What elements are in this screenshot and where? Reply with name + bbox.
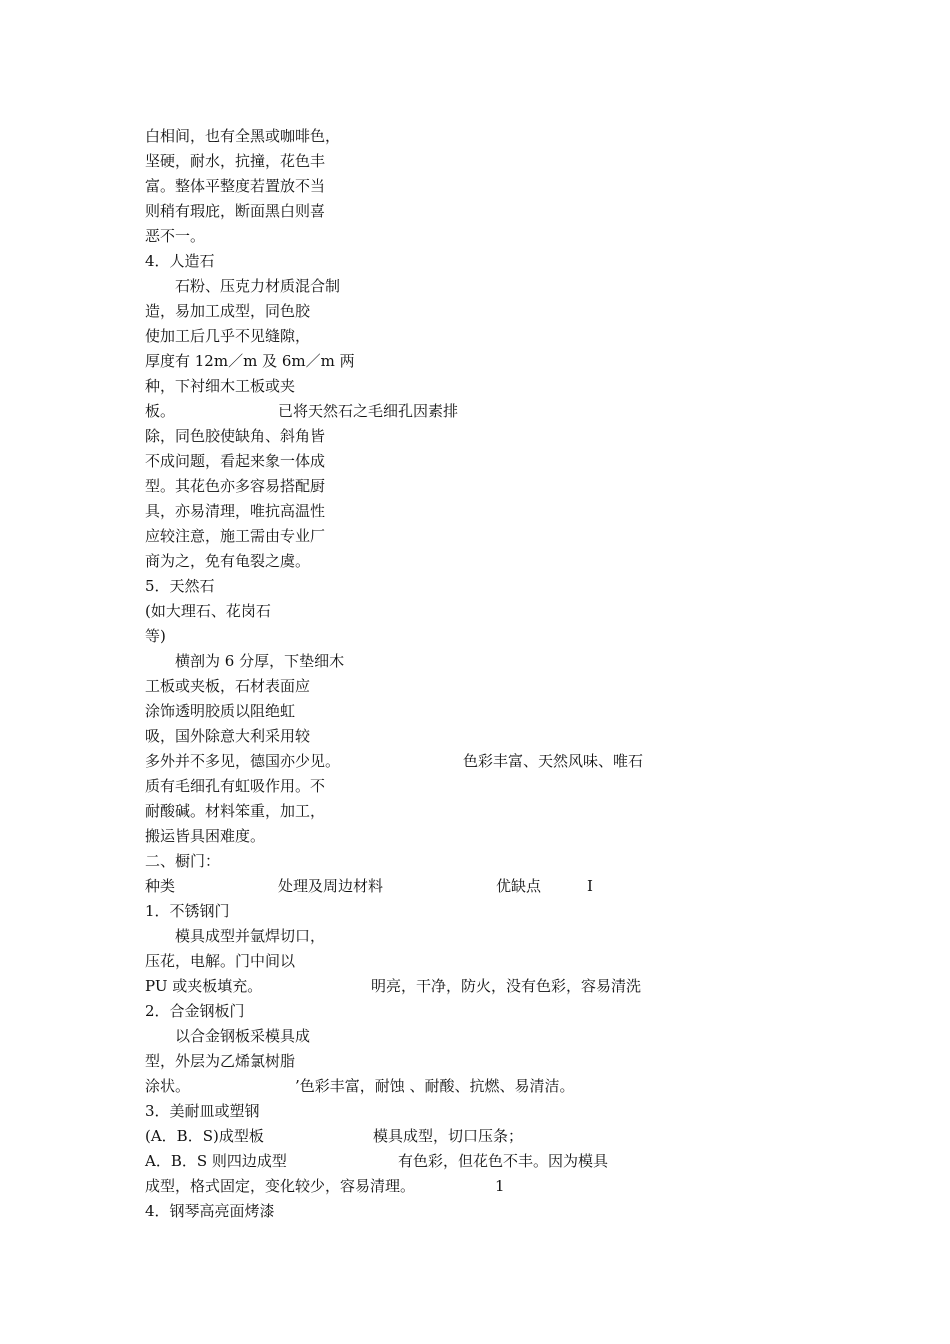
text-line: 商为之，免有龟裂之虞。 (145, 552, 311, 570)
text-line: 吸，国外除意大利采用较 (145, 727, 311, 745)
text-line: 等) (145, 627, 166, 645)
section-heading: 1．不锈钢门 (145, 902, 230, 920)
text-segment: 涂状。 (145, 1077, 191, 1095)
text-segment: 1 (495, 1177, 505, 1195)
text-segment: 明亮，干净，防火，没有色彩，容易清洗 (371, 977, 642, 995)
text-line (145, 1124, 845, 1149)
text-segment: A．B．S 则四边成型 (145, 1152, 287, 1170)
text-line (145, 1149, 845, 1174)
text-segment: PU 或夹板填充。 (145, 977, 263, 995)
text-line: 则稍有瑕庇，断面黑白则喜 (145, 202, 326, 220)
text-line: 厚度有 12m／m 及 6m／m 两 (145, 352, 355, 370)
text-line: 使加工后几乎不见缝隙， (145, 327, 311, 345)
text-line: (如大理石、花岗石 (145, 602, 271, 620)
text-line: 模具成型并氩焊切口， (145, 927, 326, 945)
text-line: 除，同色胶使缺角、斜角皆 (145, 427, 326, 445)
header-mark: I (587, 877, 593, 895)
text-line: 恶不一。 (145, 227, 206, 245)
text-line: 白相间，也有全黑或咖啡色， (145, 127, 341, 145)
section-heading: 2．合金钢板门 (145, 1002, 245, 1020)
text-line: 不成问题，看起来象一体成 (145, 452, 326, 470)
text-line (145, 749, 845, 774)
text-segment: 多外并不多见，德国亦少见。 (145, 752, 341, 770)
section-heading: 4．人造石 (145, 252, 215, 270)
text-line: 应较注意，施工需由专业厂 (145, 527, 326, 545)
text-line: 涂饰透明胶质以阻绝虹 (145, 702, 296, 720)
text-line: 以合金钢板采模具成 (145, 1027, 311, 1045)
text-segment: 色彩丰富、天然风味、唯石 (463, 752, 644, 770)
section-heading: 4．钢琴高亮面烤漆 (145, 1202, 275, 1220)
text-segment: 模具成型，切口压条； (373, 1127, 524, 1145)
header-type: 种类 (145, 877, 176, 895)
text-line: 富。整体平整度若置放不当 (145, 177, 326, 195)
text-line: 质有毛细孔有虹吸作用。不 (145, 777, 326, 795)
header-pros: 优缺点 (496, 877, 542, 895)
text-segment: 板。 (145, 402, 176, 420)
text-line: 型，外层为乙烯氯树脂 (145, 1052, 296, 1070)
section-heading: 5．天然石 (145, 577, 215, 595)
text-line: 横剖为 6 分厚，下垫细木 (145, 652, 345, 670)
text-line (145, 1174, 845, 1199)
text-line (145, 1074, 845, 1099)
text-segment: 成型，格式固定，变化较少，容易清理。 (145, 1177, 416, 1195)
text-line: 石粉、压克力材质混合制 (145, 277, 341, 295)
text-segment: (A．B．S)成型板 (145, 1127, 264, 1145)
text-line: 种，下衬细木工板或夹 (145, 377, 296, 395)
section-heading: 3．美耐皿或塑钢 (145, 1102, 260, 1120)
text-line (145, 974, 845, 999)
text-segment: 有色彩，但花色不丰。因为模具 (398, 1152, 609, 1170)
header-material: 处理及周边材料 (278, 877, 384, 895)
text-line: 型。其花色亦多容易搭配厨 (145, 477, 326, 495)
text-segment: 已将天然石之毛细孔因素排 (278, 402, 459, 420)
text-line: 坚硬，耐水，抗撞，花色丰 (145, 152, 326, 170)
text-line: 造，易加工成型，同色胶 (145, 302, 311, 320)
text-line: 搬运皆具困难度。 (145, 827, 266, 845)
text-line (145, 399, 845, 424)
text-line: 工板或夹板，石材表面应 (145, 677, 311, 695)
text-line: 压花，电解。门中间以 (145, 952, 296, 970)
text-line: 具，亦易清理，唯抗高温性 (145, 502, 326, 520)
table-header-line (145, 874, 845, 899)
section-heading: 二、橱门： (145, 852, 221, 870)
text-line: 耐酸碱。材料笨重，加工， (145, 802, 326, 820)
text-segment: ’色彩丰富，耐蚀 、耐酸、抗燃、易清洁。 (295, 1077, 575, 1095)
